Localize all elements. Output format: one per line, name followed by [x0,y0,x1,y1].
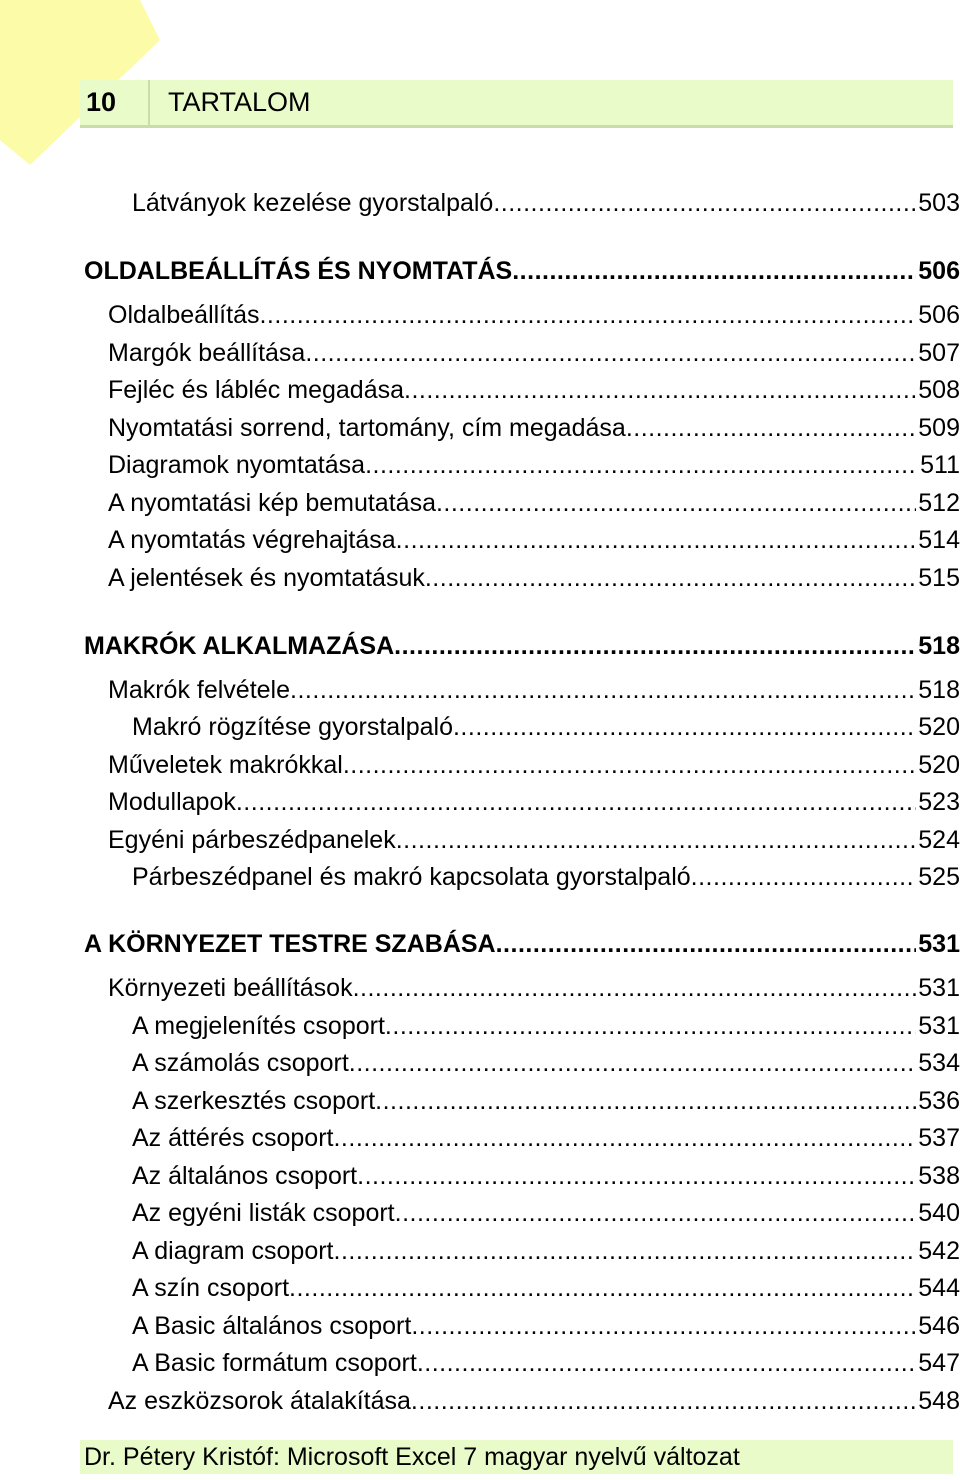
toc-entry-page: 544 [918,1274,960,1302]
toc-entry-page: 509 [918,414,960,442]
toc-entry-page: 540 [918,1199,960,1227]
toc-entry-page: 508 [918,376,960,404]
toc-entry[interactable] [0,748,960,782]
page-title: TARTALOM [168,87,311,117]
toc-entry-label: A megjelenítés csoport [132,1012,385,1040]
toc-entry-label: A jelentések és nyomtatásuk [108,564,425,592]
toc-entry[interactable] [0,186,960,220]
dot-leader [395,1196,917,1230]
toc-entry[interactable] [0,336,960,370]
toc-entry-page: 547 [918,1349,960,1377]
toc-entry[interactable] [0,448,960,482]
toc-entry-page: 507 [918,339,960,367]
toc-entry-page: 524 [918,826,960,854]
dot-leader [385,1009,916,1043]
toc-entry-label: A Basic általános csoport [132,1312,412,1340]
toc-entry-page: 515 [918,564,960,592]
toc-section-heading[interactable] [0,927,960,961]
toc-entry-label: Oldalbeállítás [108,301,260,329]
toc-entry-page: 534 [918,1049,960,1077]
toc-entry-label: A szín csoport [132,1274,290,1302]
toc-entry-page: 518 [918,632,960,660]
toc-entry[interactable] [0,1384,960,1418]
toc-entry-page: 506 [918,257,960,285]
toc-entry[interactable] [0,373,960,407]
toc-entry[interactable] [0,710,960,744]
dot-leader [453,710,916,744]
chapter-number: 10 [80,80,150,125]
dot-leader [411,1309,916,1343]
toc-entry[interactable] [0,411,960,445]
toc-entry[interactable] [0,561,960,595]
toc-entry-label: A diagram csoport [132,1237,334,1265]
toc-entry-page: 525 [918,863,960,891]
dot-leader [436,486,916,520]
dot-leader [305,336,916,370]
toc-entry-label: OLDALBEÁLLÍTÁS ÉS NYOMTATÁS [84,257,513,285]
toc-entry-page: 531 [918,930,960,958]
toc-entry-label: A Basic formátum csoport [132,1349,417,1377]
toc-entry-label: Műveletek makrókkal [108,751,343,779]
toc-entry-label: A KÖRNYEZET TESTRE SZABÁSA [84,930,496,958]
toc-entry-page: 520 [918,713,960,741]
toc-entry-label: Látványok kezelése gyorstalpaló [132,189,494,217]
toc-entry-label: Az áttérés csoport [132,1124,334,1152]
toc-entry-page: 536 [918,1087,960,1115]
dot-leader [396,823,917,857]
toc-entry[interactable] [0,1046,960,1080]
toc-entry-label: Modullapok [108,788,236,816]
toc-entry-label: A nyomtatás végrehajtása [108,526,396,554]
toc-entry-label: Fejléc és lábléc megadása [108,376,404,404]
dot-leader [357,1159,916,1193]
toc-entry-page: 538 [918,1162,960,1190]
toc-entry[interactable] [0,1196,960,1230]
toc-entry-label: Az eszközsorok átalakítása [108,1387,411,1415]
toc-entry[interactable] [0,1346,960,1380]
toc-entry[interactable] [0,1309,960,1343]
toc-entry[interactable] [0,673,960,707]
toc-entry-page: 511 [920,451,960,479]
dot-leader [343,748,916,782]
toc-entry-page: 531 [918,1012,960,1040]
toc-entry-label: Egyéni párbeszédpanelek [108,826,396,854]
dot-leader [496,927,917,961]
toc-entry-page: 520 [918,751,960,779]
toc-entry[interactable] [0,1121,960,1155]
toc-entry-label: Nyomtatási sorrend, tartomány, cím megadása [108,414,626,442]
toc-entry-label: Párbeszédpanel és makró kapcsolata gyorstalpaló [132,863,691,891]
dot-leader [289,1271,916,1305]
toc-entry-label: A számolás csoport [132,1049,349,1077]
toc-entry-label: Makró rögzítése gyorstalpaló [132,713,453,741]
toc-entry[interactable] [0,823,960,857]
dot-leader [411,1384,916,1418]
toc-entry-label: Az általános csoport [132,1162,358,1190]
toc-entry-label: Makrók felvétele [108,676,291,704]
toc-entry-label: Az egyéni listák csoport [132,1199,395,1227]
toc-entry[interactable] [0,860,960,894]
toc-entry-label: Diagramok nyomtatása [108,451,366,479]
toc-entry-label: A szerkesztés csoport [132,1087,376,1115]
dot-leader [353,971,917,1005]
dot-leader [626,411,916,445]
dot-leader [259,298,916,332]
page-footer: Dr. Pétery Kristóf: Microsoft Excel 7 magyar nyelvű változat [80,1440,953,1474]
dot-leader [375,1084,916,1118]
toc-entry[interactable] [0,1271,960,1305]
toc-entry-page: 546 [918,1312,960,1340]
dot-leader [396,523,917,557]
toc-entry-page: 506 [918,301,960,329]
toc-entry-page: 512 [918,489,960,517]
dot-leader [365,448,918,482]
toc-section-heading[interactable] [0,629,960,663]
dot-leader [512,254,916,288]
toc-entry-page: 518 [918,676,960,704]
dot-leader [493,186,916,220]
dot-leader [236,785,916,819]
toc-entry[interactable] [0,1084,960,1118]
dot-leader [691,860,917,894]
dot-leader [333,1121,916,1155]
toc-entry[interactable] [0,486,960,520]
toc-entry-page: 542 [918,1237,960,1265]
dot-leader [349,1046,917,1080]
dot-leader [394,629,916,663]
toc-entry-label: Margók beállítása [108,339,306,367]
toc-section-heading[interactable] [0,254,960,288]
toc-entry-page: 503 [918,189,960,217]
toc-entry-page: 523 [918,788,960,816]
toc-entry-page: 548 [918,1387,960,1415]
toc-entry-page: 537 [918,1124,960,1152]
dot-leader [417,1346,916,1380]
toc-entry[interactable] [0,971,960,1005]
toc-entry-label: MAKRÓK ALKALMAZÁSA [84,632,395,660]
dot-leader [334,1234,917,1268]
dot-leader [425,561,916,595]
toc-entry-label: Környezeti beállítások [108,974,353,1002]
toc-entry-label: A nyomtatási kép bemutatása [108,489,436,517]
toc-entry[interactable] [0,1234,960,1268]
toc-entry[interactable] [0,523,960,557]
toc-entry[interactable] [0,1159,960,1193]
toc-entry[interactable] [0,298,960,332]
dot-leader [404,373,916,407]
toc-entry-page: 514 [918,526,960,554]
toc-entry[interactable] [0,1009,960,1043]
toc-entry-page: 531 [918,974,960,1002]
toc-entry[interactable] [0,785,960,819]
dot-leader [290,673,916,707]
